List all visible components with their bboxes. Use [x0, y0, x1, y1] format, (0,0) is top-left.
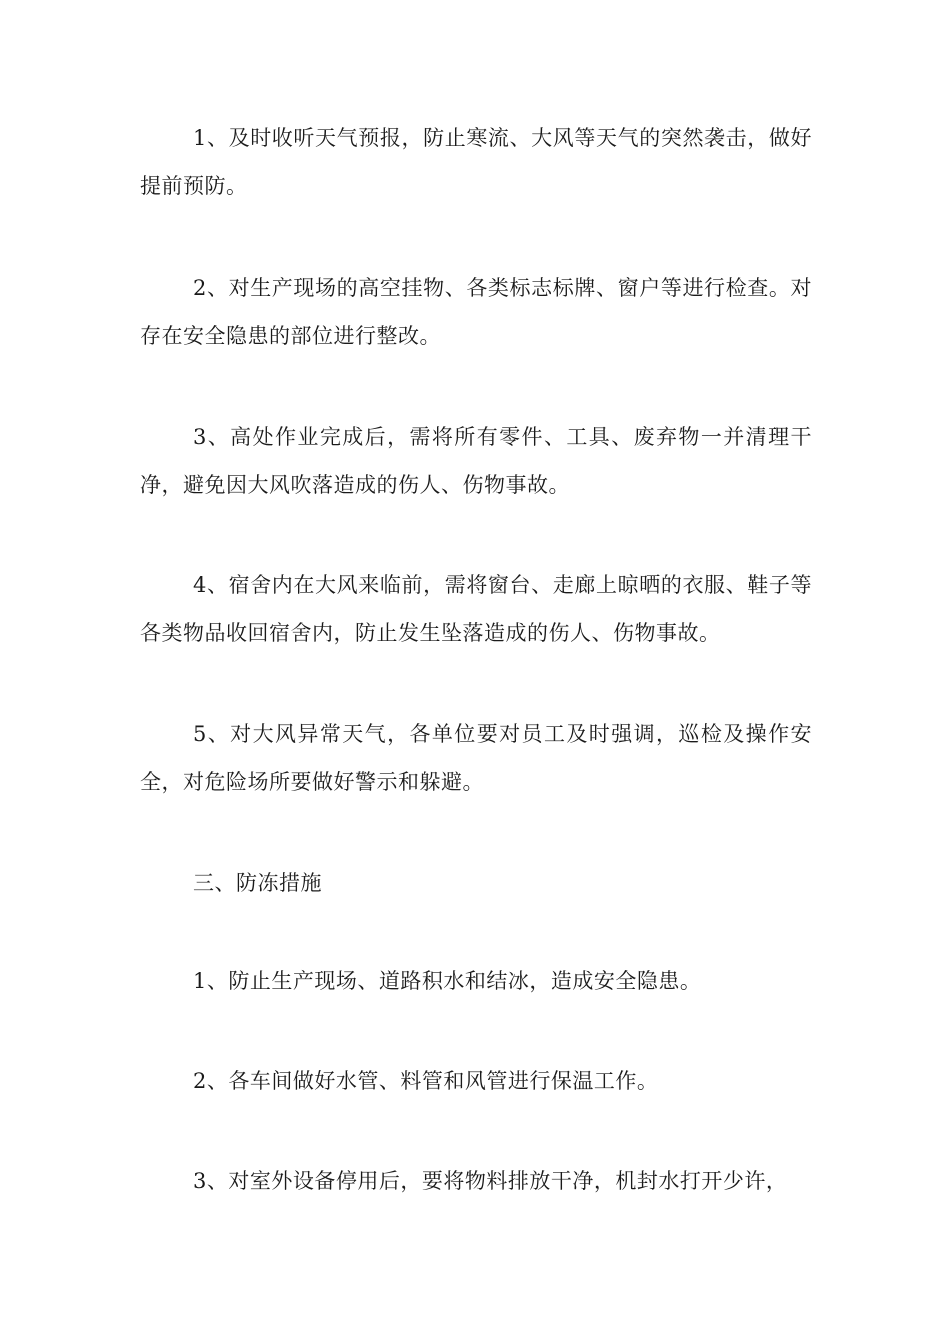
paragraph-wind-4: 4、宿舍内在大风来临前，需将窗台、走廊上晾晒的衣服、鞋子等各类物品收回宿舍内，防止发生坠落造成的伤人、伤物事故。 [140, 573, 812, 645]
paragraph-freeze-3: 3、对室外设备停用后，要将物料排放干净，机封水打开少许， [193, 1169, 788, 1193]
paragraph-freeze-1: 1、防止生产现场、道路积水和结冰，造成安全隐患。 [193, 969, 702, 993]
paragraph-freeze-2: 2、各车间做好水管、料管和风管进行保温工作。 [193, 1069, 659, 1093]
paragraph-wind-5: 5、对大风异常天气，各单位要对员工及时强调，巡检及操作安全，对危险场所要做好警示和躲避。 [140, 722, 812, 794]
paragraph-wind-3: 3、高处作业完成后，需将所有零件、工具、废弃物一并清理干净，避免因大风吹落造成的伤人、伤物事故。 [140, 425, 812, 497]
paragraph-wind-1: 1、及时收听天气预报，防止寒流、大风等天气的突然袭击，做好提前预防。 [140, 126, 812, 198]
paragraph-wind-2: 2、对生产现场的高空挂物、各类标志标牌、窗户等进行检查。对存在安全隐患的部位进行整改。 [140, 276, 812, 348]
section-heading-antifreeze: 三、防冻措施 [193, 871, 322, 895]
